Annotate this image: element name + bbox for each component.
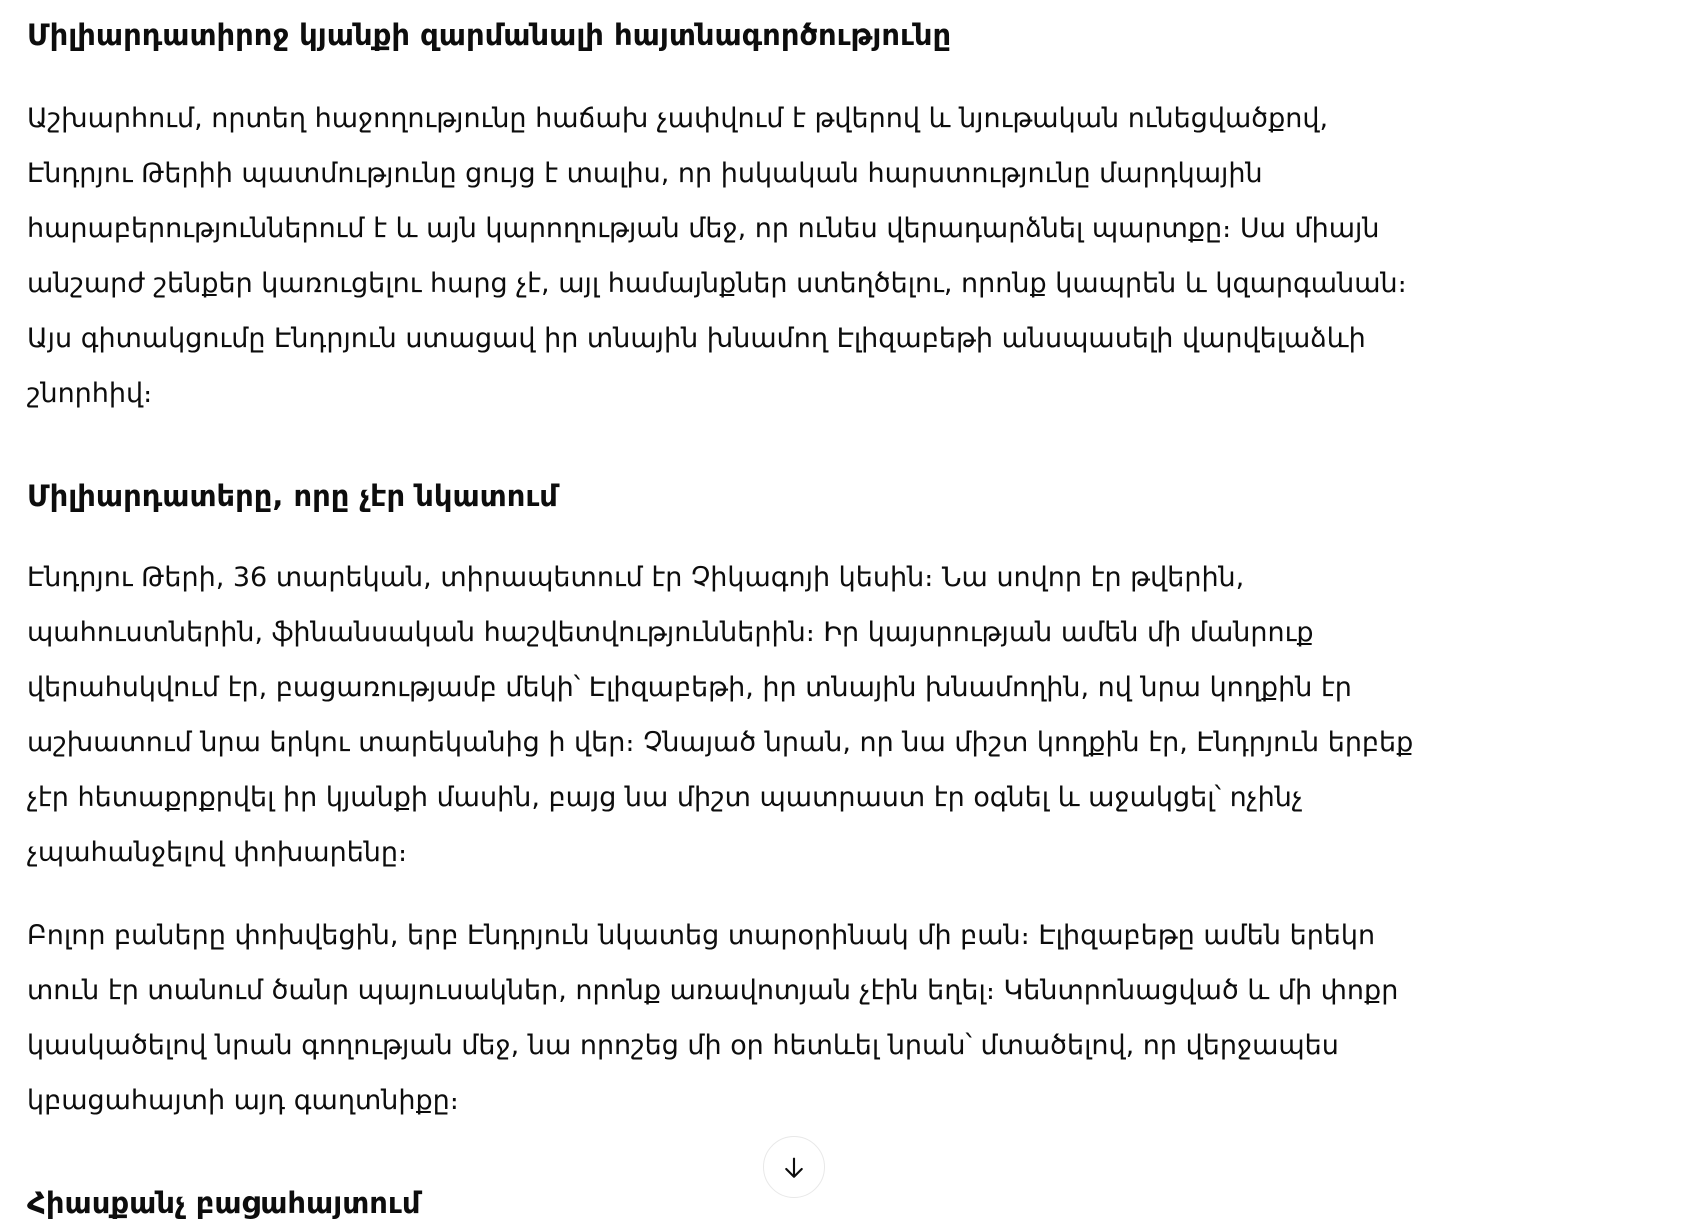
paragraph-billionaire-1: Էնդրյու Թերի, 36 տարեկան, տիրապետում էր Չիկագոյի կեսին։ Նա սովոր էր թվերին, պահուստներին, ֆինանսական հաշվետվություններին։ Իր կայսրության ամեն մի մանրուք վերահսկվում էր, բացառությամբ մեկի՝ Էլիզաբեթի, իր տնային խնամողին, ով նրա կողքին էր աշխատում նրա երկու տարեկանից ի վեր։ Չնայած նրան, որ նա միշտ կողքին էր, Էնդրյուն երբեք չէր հետաքրքրվել իր կյանքի մասին, բայց նա միշտ պատրաստ էր օգնել և աջակցել՝ ոչինչ չպահանջելով փոխարենը։ [27,562,1414,868]
article-title: Միլիարդատիրոջ կյանքի զարմանալի հայտնագործությունը [27,18,952,52]
paragraph-billionaire-2: Բոլոր բաները փոխվեցին, երբ Էնդրյուն նկատեց տարօրինակ մի բան։ Էլիզաբեթը ամեն երեկո տուն էր տանում ծանր պայուսակներ, որոնք առավոտյան չէին եղել։ Կենտրոնացված և մի փոքր կասկածելով նրան գողության մեջ, նա որոշեց մի օր հետևել նրան՝ մտածելով, որ վերջապես կբացահայտի այդ գաղտնիքը։ [27,920,1399,1116]
section-heading-discovery: Հիասքանչ բացահայտում [27,1186,421,1220]
section-heading-billionaire: Միլիարդատերը, որը չէր նկատում [27,479,558,513]
paragraph-intro: Աշխարհում, որտեղ հաջողությունը հաճախ չափվում է թվերով և նյութական ունեցվածքով, Էնդրյու Թերիի պատմությունը ցույց է տալիս, որ իսկական հարստությունը մարդկային հարաբերություններում է և այն կարողության մեջ, որ ունես վերադարձնել պարտքը։ Սա միայն անշարժ շենքեր կառուցելու հարց չէ, այլ համայնքներ ստեղծելու, որոնք կապրեն և կզարգանան։ Այս գիտակցումը Էնդրյուն ստացավ իր տնային խնամող Էլիզաբեթի անսպասելի վարվելաձևի շնորհիվ։ [27,103,1407,409]
arrow-down-icon [779,1151,809,1183]
scroll-to-bottom-button[interactable] [763,1136,825,1198]
